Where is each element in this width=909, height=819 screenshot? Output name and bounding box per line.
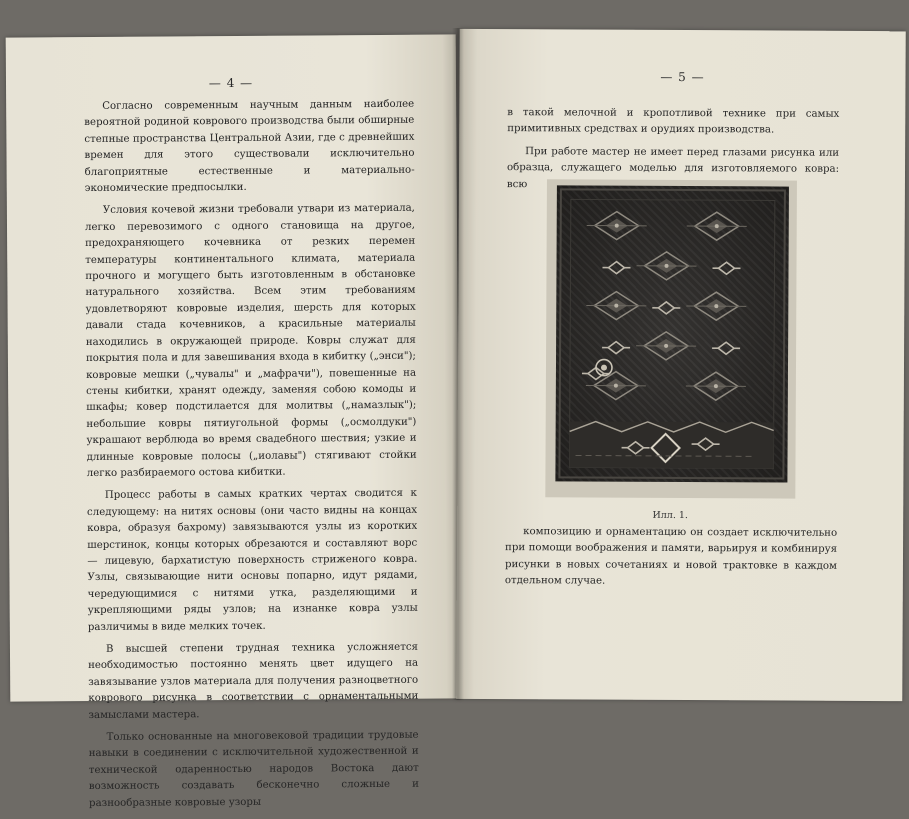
book-fold: [452, 28, 464, 700]
paragraph: Согласно современным научным данным наиболее вероятной родиной коврового производства были обширные степные пространства Центральной Азии, где с древнейших времен для этого существовали исключительно благоприятные естественные и материально-экономические предпосылки.: [84, 98, 415, 195]
paragraph: При работе мастер не имеет перед глазами рисунка или образца, служащего моделью для изготовляемого ковра: всю: [506, 145, 840, 190]
paragraph: Условия кочевой жизни требовали утвари из материала, легко перевозимого с одного становища на другое, предохраняющего кочевника от резких перемен температуры континентального климата, материала прочного и могущего быть изготовленным в обстановке натурального хозяйства. Всем этим требованиям удовлетворяют ковровые изделия, шерсть для которых давали стада кочевников, а красильные материалы находились в окружающей природе. Ковры служат для покрытия пола и для завешивания входа в кибитку („энси"); ковровые мешки („чувалы" и „мафрачи"), повешенные на стены кибитки, хранят одежду, заменяя собою комоды и шкафы; ковер подстилается для молитвы („намазлык"); небольшие ковры пятиугольной формы („осмолдуки") украшают верблюда во время свадебного шествия; узкие и длинные ковровые полосы („иолавы") стягивают стойки легко разбираемого остова кибитки.: [84, 203, 417, 479]
left-page-text: [84, 97, 419, 818]
paragraph: Только основанные на многовековой традиции трудовые навыки в соединении с исключительной художественной и технической одаренностью народов Востока дают возможность создавать бесконечно сложные и разнообразные ковровые узоры: [88, 729, 419, 809]
right-page-text-bottom: [505, 524, 837, 597]
page-number-right: — 5 —: [660, 69, 705, 85]
paragraph: В высшей степени трудная техника усложняется необходимостью постоянно менять цвет идущего на завязывание узлов материала для получения разноцветного коврового рисунка в соответствии с орнаментальными замыслами мастера.: [88, 641, 419, 721]
paragraph: в такой мелочной и кропотливой технике при самых примитивных средствах и орудиях производства.: [507, 107, 840, 136]
carpet-pattern: [555, 185, 789, 482]
figure-caption: Илл. 1.: [652, 509, 688, 522]
page-number-left: — 4 —: [208, 75, 254, 91]
paragraph: композицию и орнаментацию он создает исключительно при помощи воображения и памяти, варьируя и комбинируя рисунки в новых сочетаниях и новой трактовке в каждом отдельном случае.: [504, 526, 838, 587]
left-page: [6, 34, 461, 809]
paragraph: Процесс работы в самых кратких чертах сводится к следующему: на нитях основы (они часто видны на концах ковра, образуя бахрому) завязываются узлы из коротких шерстинок, концы которых обрезаются и составляют ворс — лицевую, бархатистую поверхность стриженого ковра. Узлы, связывающие нити основы попарно, идут рядами, чередующимися с нитями утка, разделяющими и укрепляющими ряды узлов; на изнанке ковра узлы различимы в виде мелких точек.: [86, 488, 418, 633]
carpet-illustration: [545, 179, 797, 522]
carpet-photo: [555, 185, 789, 482]
right-page: [456, 29, 906, 701]
